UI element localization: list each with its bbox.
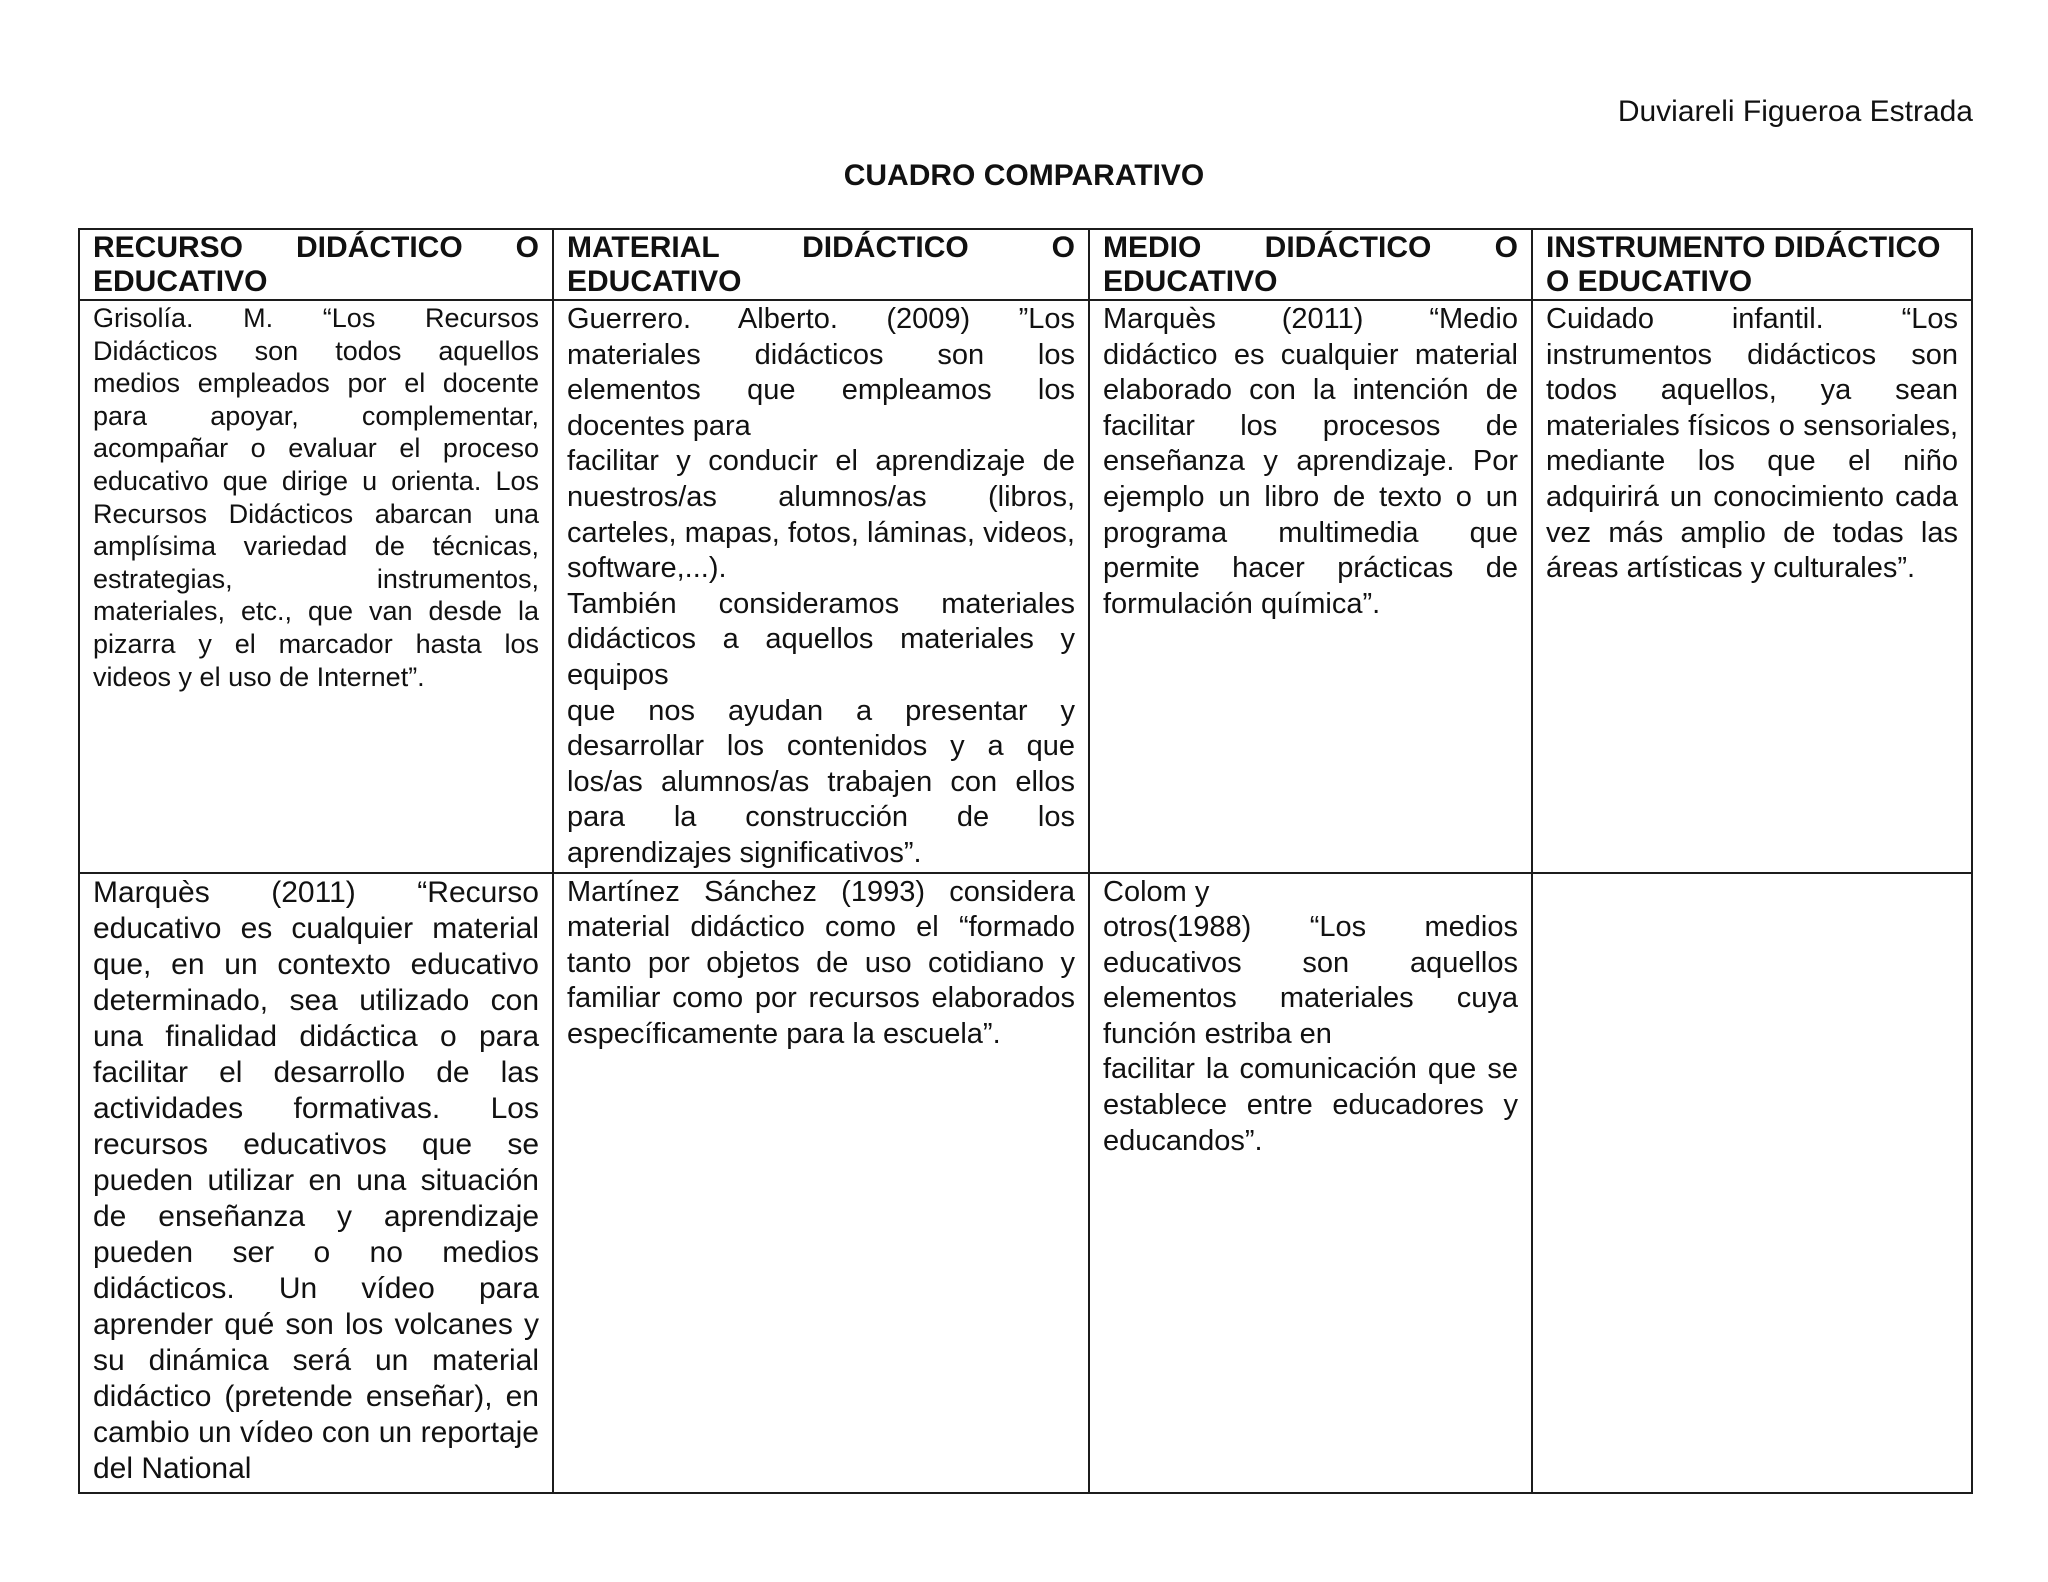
material-paragraph-2: facilitar y conducir el aprendizaje de nuestros/as alumnos/as (libros, carteles, mapas, fotos, láminas, videos, software,...). [567,445,1075,585]
header-recurso [79,229,553,300]
header-instrumento-line2: O EDUCATIVO [1546,265,1753,298]
cell-medio-colom [1089,873,1532,1493]
document-title: CUADRO COMPARATIVO [843,159,1205,192]
cell-medio-marques: Marquès (2011) “Medio didáctico es cualquier material elaborado con la intención de facilitar los procesos de enseñanza y aprendizaje. Por ejemplo un libro de texto o un programa multimedia que permite hacer prácticas de formulación química”. [1089,300,1532,873]
header-recurso-line1: RECURSO DIDÁCTICO O [93,231,539,264]
material-paragraph-1: Guerrero. Alberto. (2009) ”Los materiales didácticos son los elementos que empleamos los docentes para [567,303,1075,442]
cell-material-guerrero [553,300,1089,873]
cell-instrumento-cuidado-infantil: Cuidado infantil. “Los instrumentos didácticos son todos aquellos, ya sean materiales físicos o sensoriales, mediante los que el niño adquirirá un conocimiento cada vez más amplio de todas las áreas artísticas y culturales”. [1532,300,1972,873]
header-medio-line1: MEDIO DIDÁCTICO O [1103,231,1518,264]
header-medio-line2: EDUCATIVO [1103,265,1278,298]
author-name: Duviareli Figueroa Estrada [1617,95,1973,128]
cell-material-martinez: Martínez Sánchez (1993) considera material didáctico como el “formado tanto por objetos de uso cotidiano y familiar como por recursos elaborados específicamente para la escuela”. [553,873,1089,1493]
cell-recurso-marques: Marquès (2011) “Recurso educativo es cualquier material que, en un contexto educativo determinado, sea utilizado con una finalidad didáctica o para facilitar el desarrollo de las actividades formativas. Los recursos educativos que se pueden utilizar en una situación de enseñanza y aprendizaje pueden ser o no medios didácticos. Un vídeo para aprender qué son los volcanes y su dinámica será un material didáctico (pretende enseñar), en cambio un vídeo con un reportaje del National [79,873,553,1493]
header-instrumento [1532,229,1972,300]
header-material-line1: MATERIAL DIDÁCTICO O [567,231,1075,264]
material-paragraph-4: que nos ayudan a presentar y desarrollar los contenidos y a que los/as alumnos/as trabajen con ellos para la construcción de los aprendizajes significativos”. [567,694,1075,869]
table-row [79,873,1972,1493]
header-recurso-line2: EDUCATIVO [93,265,268,298]
medio-paragraph-2: otros(1988) “Los medios educativos son aquellos elementos materiales cuya función estriba en [1103,911,1518,1050]
cell-recurso-grisolia: Grisolía. M. “Los Recursos Didácticos son todos aquellos medios empleados por el docente para apoyar, complementar, acompañar o evaluar el proceso educativo que dirige u orienta. Los Recursos Didácticos abarcan una amplísima variedad de técnicas, estrategias, instrumentos, materiales, etc., que van desde la pizarra y el marcador hasta los videos y el uso de Internet”. [79,300,553,873]
table-header-row [79,229,1972,300]
comparison-table [78,228,1973,1494]
header-material [553,229,1089,300]
cell-instrumento-empty [1532,873,1972,1493]
medio-paragraph-1: Colom y [1103,875,1210,908]
table-row [79,300,1972,873]
medio-paragraph-3: facilitar la comunicación que se establece entre educadores y educandos”. [1103,1053,1518,1157]
header-material-line2: EDUCATIVO [567,265,742,298]
header-medio [1089,229,1532,300]
material-paragraph-3: También consideramos materiales didácticos a aquellos materiales y equipos [567,587,1075,691]
header-instrumento-line1: INSTRUMENTO DIDÁCTICO [1546,231,1941,264]
